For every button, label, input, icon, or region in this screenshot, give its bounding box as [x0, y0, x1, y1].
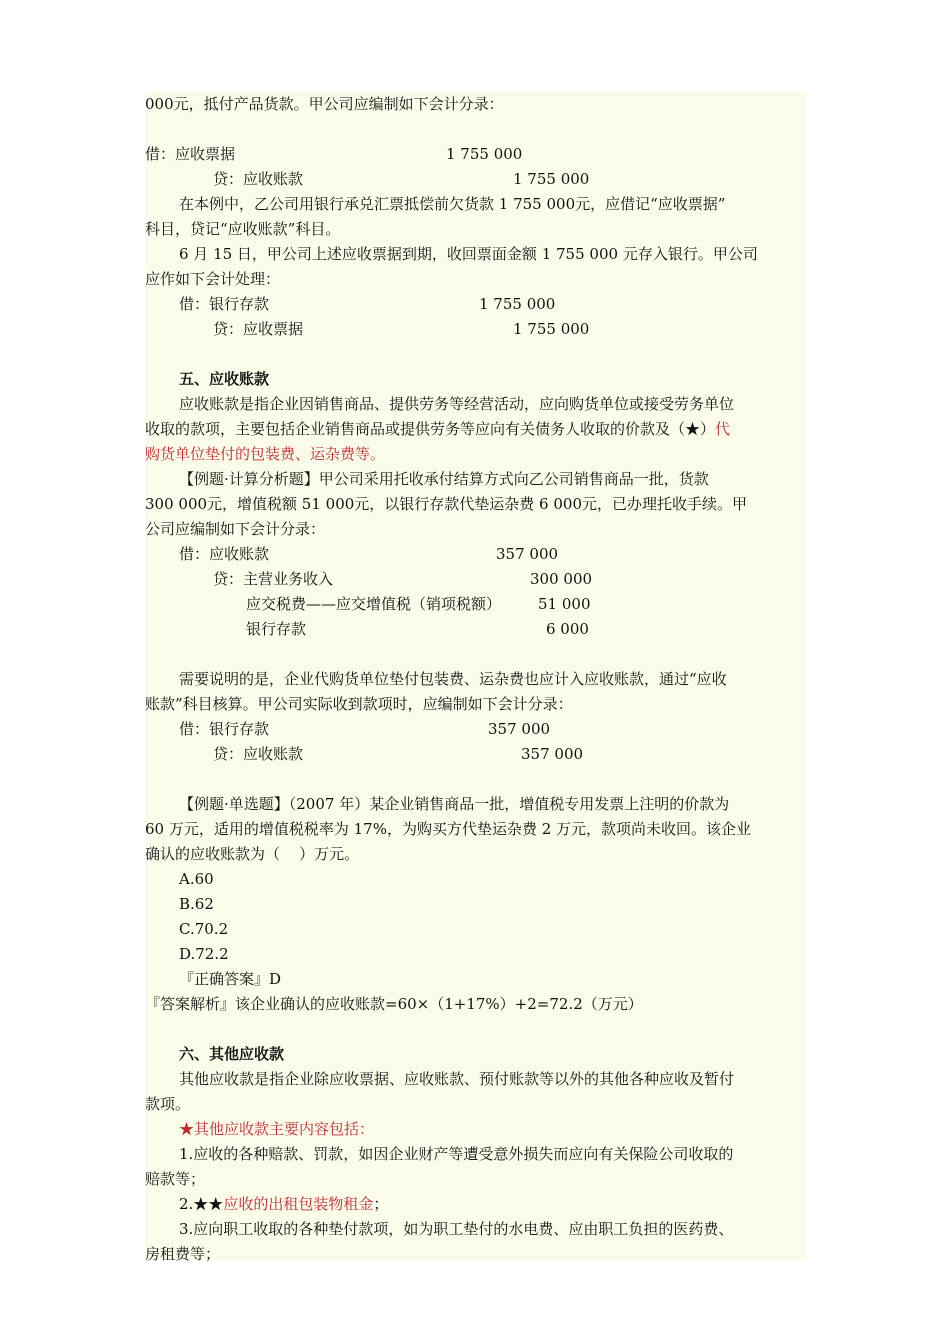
- paragraph-line: 其他应收款是指企业除应收票据、应收账款、预付账款等以外的其他各种应收及暂付: [179, 1070, 735, 1088]
- section-heading: 五、应收账款: [179, 370, 270, 388]
- entry-amount: 6 000: [546, 620, 589, 638]
- entry-debit: 借：银行存款: [179, 295, 270, 313]
- paragraph-line: 60 万元，适用的增值税税率为 17%，为购买方代垫运杂费 2 万元，款项尚未收回。该企业: [145, 820, 752, 838]
- list-item: 赔款等；: [145, 1170, 206, 1188]
- highlight-line: 购货单位垫付的包装费、运杂费等。: [145, 445, 386, 463]
- entry-amount: 1 755 000: [513, 170, 590, 188]
- option-c: C.70.2: [179, 920, 229, 938]
- option-d: D.72.2: [179, 945, 229, 963]
- paragraph-line: 应收账款是指企业因销售商品、提供劳务等经营活动，应向购货单位或接受劳务单位: [179, 395, 735, 413]
- paragraph-line: 确认的应收账款为（ ）万元。: [145, 845, 360, 863]
- option-a: A.60: [179, 870, 214, 888]
- paragraph-line: 科目，贷记“应收账款”科目。: [145, 220, 341, 238]
- entry-debit: 借：应收账款: [179, 545, 270, 563]
- entry-debit: 借：应收票据: [145, 145, 236, 163]
- option-b: B.62: [179, 895, 214, 913]
- entry-credit: 银行存款: [246, 620, 307, 638]
- list-item: 房租费等；: [145, 1245, 221, 1263]
- entry-credit: 贷：应收账款: [213, 745, 304, 763]
- paragraph-line: 在本例中，乙公司用银行承兑汇票抵偿前欠货款 1 755 000元，应借记“应收票据”: [179, 195, 726, 213]
- document-page: [145, 92, 806, 1263]
- entry-credit: 贷：应收票据: [213, 320, 304, 338]
- entry-amount: 300 000: [530, 570, 593, 588]
- correct-answer: 『正确答案』D: [179, 970, 282, 988]
- paragraph-line: 300 000元，增值税额 51 000元，以银行存款代垫运杂费 6 000元，已办理托收手续。甲: [145, 495, 747, 513]
- entry-amount: 357 000: [496, 545, 559, 563]
- answer-explanation: 『答案解析』该企业确认的应收账款=60×（1+17%）+2=72.2（万元）: [145, 995, 643, 1013]
- entry-amount: 1 755 000: [479, 295, 556, 313]
- paragraph-line: 应作如下会计处理：: [145, 270, 281, 288]
- paragraph-line: 公司应编制如下会计分录：: [145, 520, 326, 538]
- text-line: 000元，抵付产品货款。甲公司应编制如下会计分录：: [145, 95, 504, 113]
- entry-debit: 借：银行存款: [179, 720, 270, 738]
- paragraph-line: 6 月 15 日，甲公司上述应收票据到期，收回票面金额 1 755 000 元存入银行。甲公司: [179, 245, 758, 263]
- paragraph-line: 收取的款项，主要包括企业销售商品或提供劳务等应向有关债务人收取的价款及（★）代: [145, 420, 731, 438]
- entry-credit: 贷：应收账款: [213, 170, 304, 188]
- section-heading: 六、其他应收款: [179, 1045, 285, 1063]
- entry-credit: 贷：主营业务收入: [213, 570, 334, 588]
- entry-amount: 357 000: [521, 745, 584, 763]
- example-heading-line: 【例题·计算分析题】甲公司采用托收承付结算方式向乙公司销售商品一批，货款: [179, 470, 709, 488]
- entry-amount: 1 755 000: [446, 145, 523, 163]
- example-heading-line: 【例题·单选题】（2007 年）某企业销售商品一批，增值税专用发票上注明的价款为: [179, 795, 730, 813]
- list-item: 3.应向职工收取的各种垫付款项，如为职工垫付的水电费、应由职工负担的医药费、: [179, 1220, 734, 1238]
- paragraph-line: 账款”科目核算。甲公司实际收到款项时，应编制如下会计分录：: [145, 695, 573, 713]
- list-item: 1.应收的各种赔款、罚款，如因企业财产等遭受意外损失而应向有关保险公司收取的: [179, 1145, 734, 1163]
- entry-amount: 51 000: [538, 595, 591, 613]
- entry-credit: 应交税费——应交增值税（销项税额）: [246, 595, 502, 613]
- paragraph-line: 需要说明的是，企业代购货单位垫付包装费、运杂费也应计入应收账款，通过“应收: [179, 670, 727, 688]
- entry-amount: 1 755 000: [513, 320, 590, 338]
- list-item: 2.★★应收的出租包装物租金；: [179, 1195, 389, 1213]
- highlight-line: ★其他应收款主要内容包括：: [179, 1120, 375, 1138]
- paragraph-line: 款项。: [145, 1095, 191, 1113]
- entry-amount: 357 000: [488, 720, 551, 738]
